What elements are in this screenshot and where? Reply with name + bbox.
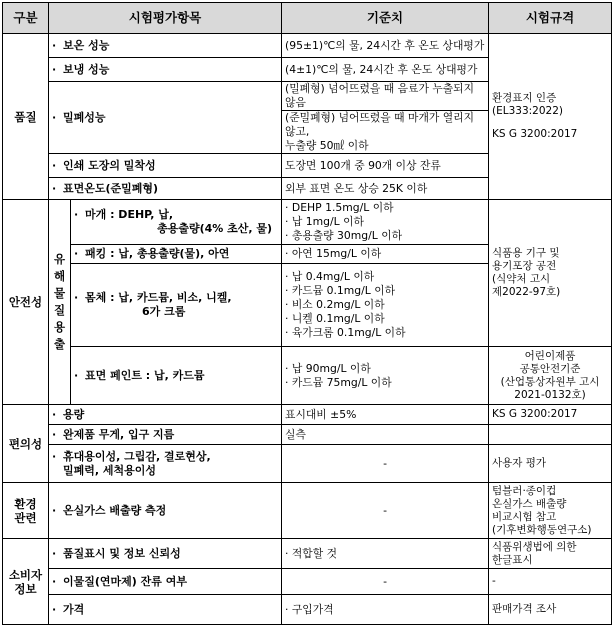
item-cell: · 표면온도(준밀폐형) xyxy=(49,178,282,200)
item-label: 완제품 무게, 입구 지름 xyxy=(63,427,175,441)
criteria-cell xyxy=(282,347,489,405)
category-quality: 품질 xyxy=(3,34,49,200)
standard-cell: KS G 3200:2017 xyxy=(489,405,612,425)
category-line: 환경 xyxy=(14,496,37,511)
standard-cell xyxy=(489,425,612,445)
test-evaluation-table xyxy=(2,2,612,625)
table-row xyxy=(3,595,612,625)
category-safety: 안전성 xyxy=(3,200,49,405)
header-row xyxy=(3,3,612,34)
standard-line: (EL333:2022) xyxy=(492,105,563,117)
standard-line: 제2022-97호) xyxy=(492,286,561,298)
item-label: 품질표시 및 정보 신뢰성 xyxy=(63,546,181,560)
item-label: 마개 : DEHP, 납, xyxy=(85,208,174,221)
item-label: 보냉 성능 xyxy=(63,62,110,76)
criteria-cell xyxy=(282,200,489,245)
item-label: 이물질(연마제) 잔류 여부 xyxy=(63,574,187,588)
header-criteria: 기준치 xyxy=(282,3,489,34)
item-label: 온실가스 배출량 측정 xyxy=(63,503,167,517)
standard-line: 한글표시 xyxy=(492,553,533,566)
table-row xyxy=(3,200,612,245)
table-row xyxy=(3,405,612,425)
item-cell: · 마개 : DEHP, 납, 총용출량(4% 초산, 물) xyxy=(71,200,282,245)
standard-line: 용기포장 공전 xyxy=(492,260,557,272)
standard-cell xyxy=(489,539,612,569)
table-row xyxy=(3,425,612,445)
table-row xyxy=(3,569,612,595)
sub-char: 유 xyxy=(53,252,66,266)
item-cell: · 몸체 : 납, 카드뮴, 비소, 니켈, 6가 크롬 xyxy=(71,264,282,347)
standard-cell: 사용자 평가 xyxy=(489,445,612,483)
criteria-line: (준밀폐형) 넘어뜨렸을 때 마개가 열리지 않고, xyxy=(285,111,475,138)
item-cell: · 패킹 : 납, 총용출량(물), 아연 xyxy=(71,245,282,264)
sub-char: 질 xyxy=(53,303,66,317)
criteria-cell: (밀폐형) 넘어뜨렸을 때 음료가 누출되지 않음 xyxy=(282,82,489,111)
item-cell: · 밀폐성능 xyxy=(49,82,282,154)
criteria-line: · 카드뮴 75mg/L 이하 xyxy=(285,375,392,389)
standard-cell xyxy=(489,483,612,539)
item-cell: · 품질표시 및 정보 신뢰성 xyxy=(49,539,282,569)
item-cell: · 온실가스 배출량 측정 xyxy=(49,483,282,539)
criteria-cell: · 아연 15mg/L 이하 xyxy=(282,245,489,264)
sub-char: 물 xyxy=(53,286,66,300)
sub-char: 용 xyxy=(53,320,66,334)
criteria-cell: - xyxy=(282,483,489,539)
table-row xyxy=(3,445,612,483)
criteria-line: · 육가크롬 0.1mg/L 이하 xyxy=(285,326,406,339)
criteria-line: · 납 0.4mg/L 이하 xyxy=(285,270,375,283)
standard-line: (식약처 고시 xyxy=(492,273,551,285)
criteria-cell: (4±1)℃의 물, 24시간 후 온도 상대평가 xyxy=(282,58,489,82)
standard-cell: 판매가격 조사 xyxy=(489,595,612,625)
standard-quality xyxy=(489,34,612,200)
item-label: 밀폐력, 세척용이성 xyxy=(63,463,157,477)
table-row xyxy=(3,34,612,58)
criteria-cell: (95±1)℃의 물, 24시간 후 온도 상대평가 xyxy=(282,34,489,58)
standard-children xyxy=(489,347,612,405)
item-label: 몸체 : 납, 카드뮴, 비소, 니켈, xyxy=(85,291,232,304)
standard-line: 비교시험 참고 xyxy=(492,510,557,523)
standard-line: 텀블러·종이컵 xyxy=(492,484,557,497)
item-label: 용량 xyxy=(63,407,85,421)
sub-char: 출 xyxy=(53,337,66,351)
criteria-cell: · 구입가격 xyxy=(282,595,489,625)
criteria-cell: 실측 xyxy=(282,425,489,445)
table-row xyxy=(3,483,612,539)
criteria-cell: · 적합할 것 xyxy=(282,539,489,569)
item-cell: · 휴대용이성, 그립감, 결로현상, 밀폐력, 세척용이성 xyxy=(49,445,282,483)
standard-line: 공통안전기준 xyxy=(519,362,581,375)
item-cell: · 용량 xyxy=(49,405,282,425)
item-label: 표면 페인트 : 납, 카드뮴 xyxy=(85,368,205,382)
item-cell: · 보온 성능 xyxy=(49,34,282,58)
standard-cell: - xyxy=(489,569,612,595)
criteria-cell: - xyxy=(282,569,489,595)
item-cell: · 가격 xyxy=(49,595,282,625)
standard-line: 어린이제품 xyxy=(524,349,576,362)
sub-char: 해 xyxy=(53,269,66,283)
category-line: 관련 xyxy=(14,510,37,525)
standard-line: (기후변화행동연구소) xyxy=(492,523,592,536)
header-standard: 시험규격 xyxy=(489,3,612,34)
standard-line: KS G 3200:2017 xyxy=(492,128,578,140)
header-category: 구분 xyxy=(3,3,49,34)
criteria-line: · 니켈 0.1mg/L 이하 xyxy=(285,312,385,325)
standard-line: 2021-0132호) xyxy=(514,388,586,401)
standard-line: 식품용 기구 및 xyxy=(492,247,560,259)
category-environment xyxy=(3,483,49,539)
criteria-cell xyxy=(282,111,489,154)
category-convenience: 편의성 xyxy=(3,405,49,483)
standard-line: 환경표지 인증 xyxy=(492,92,557,104)
item-cell: · 이물질(연마제) 잔류 여부 xyxy=(49,569,282,595)
sub-category-hazard xyxy=(49,200,71,405)
table-row xyxy=(3,347,612,405)
item-cell: · 표면 페인트 : 납, 카드뮴 xyxy=(71,347,282,405)
criteria-line: · 카드뮴 0.1mg/L 이하 xyxy=(285,284,396,297)
category-line: 정보 xyxy=(14,581,37,596)
criteria-line: · DEHP 1.5mg/L 이하 xyxy=(285,201,394,214)
header-item: 시험평가항목 xyxy=(49,3,282,34)
item-label: 밀폐성능 xyxy=(63,110,106,124)
criteria-cell: 표시대비 ±5% xyxy=(282,405,489,425)
standard-line: (산업통상자원부 고시 xyxy=(500,375,600,388)
criteria-cell: 도장면 100개 중 90개 이상 잔류 xyxy=(282,154,489,178)
criteria-line: · 비소 0.2mg/L 이하 xyxy=(285,298,385,311)
criteria-line: · 총용출량 30mg/L 이하 xyxy=(285,229,403,242)
standard-food xyxy=(489,200,612,347)
standard-line: 식품위생법에 의한 xyxy=(492,540,577,553)
criteria-line: · 납 90mg/L 이하 xyxy=(285,361,371,375)
item-label: 총용출량(4% 초산, 물) xyxy=(157,222,273,235)
criteria-line: · 납 1mg/L 이하 xyxy=(285,215,364,228)
item-label: 보온 성능 xyxy=(63,38,110,52)
item-label: 6가 크롬 xyxy=(142,305,186,318)
criteria-cell: - xyxy=(282,445,489,483)
criteria-cell xyxy=(282,264,489,347)
item-label: 표면온도(준밀폐형) xyxy=(63,181,159,195)
item-label: 가격 xyxy=(63,602,85,616)
criteria-cell: 외부 표면 온도 상승 25K 이하 xyxy=(282,178,489,200)
evaluation-table-container xyxy=(2,2,611,625)
criteria-line: 누출량 50㎖ 이하 xyxy=(285,139,369,152)
table-row xyxy=(3,539,612,569)
category-consumer xyxy=(3,539,49,625)
item-label: 패킹 : 납, 총용출량(물), 아연 xyxy=(85,247,230,260)
item-label: 휴대용이성, 그립감, 결로현상, xyxy=(63,449,211,463)
item-cell: · 인쇄 도장의 밀착성 xyxy=(49,154,282,178)
category-line: 소비자 xyxy=(8,567,43,582)
item-cell: · 보냉 성능 xyxy=(49,58,282,82)
item-cell: · 완제품 무게, 입구 지름 xyxy=(49,425,282,445)
standard-line: 온실가스 배출량 xyxy=(492,497,567,510)
item-label: 인쇄 도장의 밀착성 xyxy=(63,158,156,172)
